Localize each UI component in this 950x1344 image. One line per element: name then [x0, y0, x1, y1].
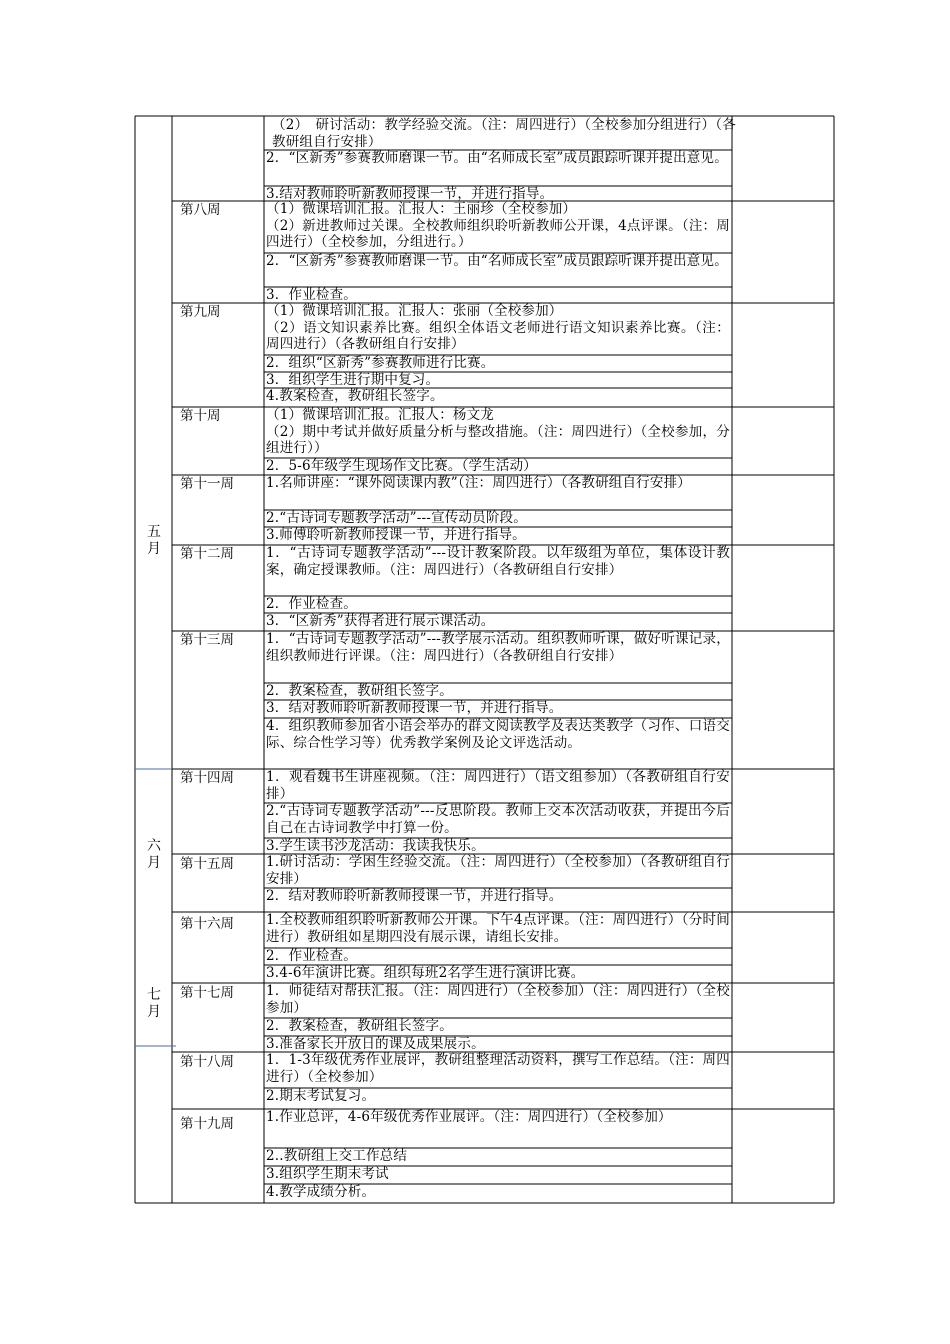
activity-item: 2.“古诗词专题教学活动”---反思阶段。教师上交本次活动收获，并提出今后自己在古诗词教学中打算一份。 [266, 803, 730, 836]
week-label: 第十七周 [180, 985, 234, 1001]
activity-item: 2．组织“区新秀”参赛教师进行比赛。 [266, 355, 495, 371]
activity-item: （2） 研讨活动：教学经验交流。（注：周四进行）（全校参加分组进行）（各教研组自行安排） [272, 117, 736, 150]
week-label: 第十五周 [180, 856, 234, 872]
activity-item: 4．组织教师参加省小语会举办的群文阅读教学及表达类教学（习作、口语交际、综合性学习等）优秀教学案例及论文评选活动。 [266, 718, 730, 751]
activity-item: 3.结对教师聆听新教师授课一节，并进行指导。 [266, 186, 554, 202]
activity-item: 1．师徒结对帮扶汇报。（注：周四进行）（全校参加）（注：周四进行）（全校参加） [266, 983, 730, 1016]
week-label: 第十周 [180, 408, 221, 424]
activity-item: 3．组织学生进行期中复习。 [266, 372, 440, 388]
week-label: 第十二周 [180, 546, 234, 562]
activity-item: 1．“古诗词专题教学活动”---教学展示活动。组织教师听课，做好听课记录，组织教师进行评课。（注：周四进行）（各教研组自行安排） [266, 631, 730, 664]
activity-item: 2.“古诗词专题教学活动”---宣传动员阶段。 [266, 510, 527, 526]
activity-item: 3.准备家长开放日的课及成果展示。 [266, 1036, 485, 1052]
activity-item: 2．结对教师聆听新教师授课一节，并进行指导。 [266, 888, 563, 904]
activity-item: 3.师傅聆听新教师授课一节，并进行指导。 [266, 527, 526, 543]
activity-item: 3．“区新秀”获得者进行展示课活动。 [266, 613, 495, 629]
activity-item: 2．教案检查，教研组长签字。 [266, 1018, 453, 1034]
activity-item: 1．“古诗词专题教学活动”---设计教案阶段。以年级组为单位，集体设计教案，确定授课教师。（注：周四进行）（各教研组自行安排） [266, 545, 730, 578]
activity-item: 3.4-6年演讲比赛。组织每班2名学生进行演讲比赛。 [266, 965, 585, 981]
activity-item: 2.期末考试复习。 [266, 1088, 376, 1104]
month-label: 五 月 [147, 524, 161, 557]
week-label: 第十八周 [180, 1054, 234, 1070]
activity-item: 1.全校教师组织聆听新教师公开课。下午4点评课。（注：周四进行）（分时间进行）教研组如星期四没有展示课，请组长安排。 [266, 912, 730, 945]
activity-item: 1.名师讲座：“课外阅读课内教”（注：周四进行）（各教研组自行安排） [266, 475, 691, 491]
activity-item: 1．1-3年级优秀作业展评，教研组整理活动资料，撰写工作总结。（注：周四进行）（全校参加） [266, 1052, 730, 1085]
activity-item: 4.教学成绩分析。 [266, 1184, 376, 1200]
activity-item: 4.教案检查，教研组长签字。 [266, 388, 444, 404]
activity-item: （1）微课培训汇报。汇报人：张丽（全校参加） （2）语文知识素养比赛。组织全体语文老师进行语文知识素养比赛。（注：周四进行）（各教研组自行安排） [266, 303, 730, 353]
week-label: 第十三周 [180, 632, 234, 648]
activity-item: 1．观看魏书生讲座视频。（注：周四进行）（语文组参加）（各教研组自行安排） [266, 769, 730, 802]
activity-item: 1.研讨活动：学困生经验交流。（注：周四进行）（全校参加）（各教研组自行安排） [266, 854, 730, 887]
activity-item: 3.学生读书沙龙活动：我读我快乐。 [266, 838, 485, 854]
activity-item: 2．教案检查，教研组长签字。 [266, 683, 453, 699]
month-label: 六 月 [147, 838, 161, 871]
month-label: 七 月 [147, 987, 161, 1020]
activity-item: 3.组织学生期末考试 [266, 1166, 389, 1182]
week-label: 第十一周 [180, 476, 234, 492]
activity-item: 2．5-6年级学生现场作文比赛。（学生活动） [266, 458, 537, 474]
activity-item: 3．作业检查。 [266, 287, 357, 303]
activity-item: 2．“区新秀”参赛教师磨课一节。由“名师成长室”成员跟踪听课并提出意见。 [266, 150, 728, 166]
activity-item: 2．作业检查。 [266, 596, 357, 612]
week-label: 第十九周 [180, 1116, 234, 1132]
week-label: 第十六周 [180, 916, 234, 932]
week-label: 第九周 [180, 304, 221, 320]
activity-item: 2．“区新秀”参赛教师磨课一节。由“名师成长室”成员跟踪听课并提出意见。 [266, 253, 728, 269]
activity-item: 1.作业总评，4-6年级优秀作业展评。（注：周四进行）（全校参加） [266, 1109, 672, 1125]
week-label: 第十四周 [180, 770, 234, 786]
activity-item: 3．结对教师聆听新教师授课一节，并进行指导。 [266, 700, 563, 716]
activity-item: 2．作业检查。 [266, 948, 357, 964]
activity-item: 2..教研组上交工作总结 [266, 1148, 408, 1164]
activity-item: （1）微课培训汇报。汇报人：杨文龙 （2）期中考试并做好质量分析与整改措施。（注：周四进行）（全校参加，分组进行）） [266, 407, 730, 457]
activity-item: （1）微课培训汇报。汇报人：王丽珍（全校参加） （2）新进教师过关课。全校教师组织聆听新教师公开课，4点评课。（注：周四进行）（全校参加，分组进行。） [266, 201, 730, 251]
week-label: 第八周 [180, 202, 221, 218]
